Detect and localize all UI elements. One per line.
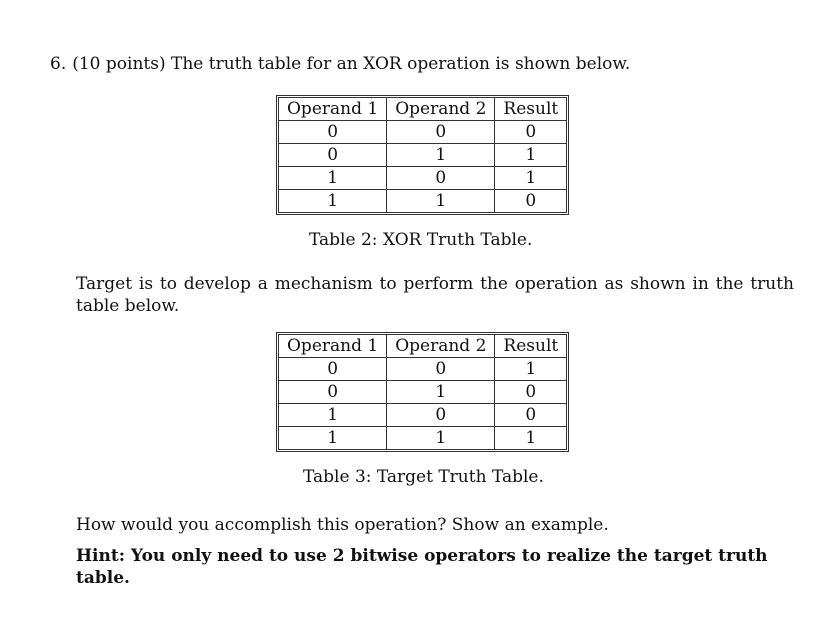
table-cell: 1 <box>279 426 387 449</box>
table-cell: 0 <box>279 143 387 166</box>
table-row <box>279 143 566 166</box>
table-cell: 0 <box>495 380 566 403</box>
table-cell: 0 <box>495 189 566 212</box>
table-cell: 0 <box>387 403 495 426</box>
table-header-row <box>279 98 566 121</box>
question-number: 6. <box>50 54 67 74</box>
table-cell: 1 <box>525 359 537 379</box>
header-operand-2: Operand 2 <box>387 335 495 358</box>
table-cell: 1 <box>387 426 495 449</box>
table-cell: 0 <box>279 380 387 403</box>
table-cell: 0 <box>279 358 387 380</box>
table-cell: 0 <box>279 121 387 143</box>
table-row <box>279 189 566 212</box>
table-cell: 0 <box>387 166 495 189</box>
table-row <box>279 358 566 380</box>
xor-truth-table <box>276 95 569 215</box>
table-cell: 1 <box>495 166 566 189</box>
table-row <box>279 166 566 189</box>
table-cell: 1 <box>387 380 495 403</box>
header-operand-1: Operand 1 <box>279 335 387 358</box>
table-row <box>279 121 566 143</box>
header-result: Result <box>495 98 566 121</box>
table-cell: 1 <box>279 189 387 212</box>
table-cell: 1 <box>495 143 566 166</box>
header-result: Result <box>495 335 566 358</box>
header-operand-2: Operand 2 <box>387 98 495 121</box>
target-truth-table <box>276 332 569 452</box>
table-row <box>279 380 566 403</box>
table-row <box>279 403 566 426</box>
target-table-caption: Table 3: Target Truth Table. <box>303 467 544 487</box>
table-cell: 0 <box>525 122 537 142</box>
table-cell: 1 <box>495 426 566 449</box>
table-cell: 0 <box>387 121 495 143</box>
question-text: (10 points) The truth table for an XOR operation is shown below. <box>72 54 631 74</box>
table-cell: 0 <box>387 358 495 380</box>
question-heading <box>50 54 630 74</box>
hint-text: Hint: You only need to use 2 bitwise operators to realize the target truth table. <box>76 546 768 588</box>
table-cell: 1 <box>387 143 495 166</box>
table-cell: 1 <box>279 166 387 189</box>
xor-table-caption: Table 2: XOR Truth Table. <box>309 230 533 250</box>
header-operand-1: Operand 1 <box>279 98 387 121</box>
target-paragraph: Target is to develop a mechanism to perform the operation as shown in the truth table below. <box>76 274 794 316</box>
table-header-row <box>279 335 566 358</box>
table-row <box>279 426 566 449</box>
table-cell: 0 <box>495 403 566 426</box>
table-cell: 1 <box>279 403 387 426</box>
table-cell: 1 <box>387 189 495 212</box>
how-question: How would you accomplish this operation? Show an example. <box>76 515 609 535</box>
